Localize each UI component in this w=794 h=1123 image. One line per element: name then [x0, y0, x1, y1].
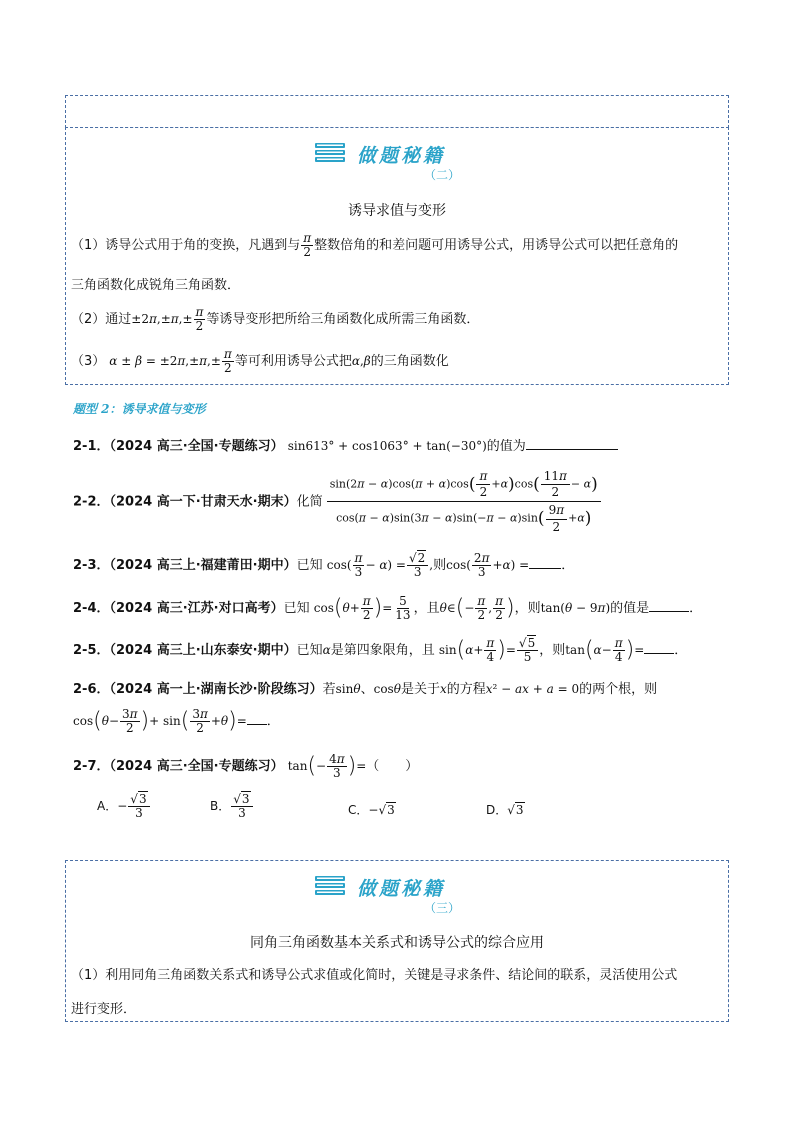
question-2-6-expression: cos(θ− $\frac{3\pi}{2}$ )+ sin( $\frac{3\pi}{2}$ +θ)= ．	[73, 707, 280, 736]
option-b[interactable]: B． $\frac{√3}{3}$	[210, 793, 254, 820]
book-stack-icon	[313, 873, 349, 901]
section3-paragraph-1b: 进行变形．	[71, 1002, 137, 1017]
section3-badge	[313, 873, 445, 901]
badge-subtitle: （二）	[424, 168, 461, 182]
section2-paragraph-1b: 三角函数化成锐角三角函数．	[71, 278, 241, 293]
section3-paragraph-1: （1）利用同角三角函数关系式和诱导公式求值或化简时，关键是寻求条件、结论间的联系，灵活使用公式	[71, 968, 678, 983]
book-stack-icon	[313, 140, 349, 168]
question-2-2: 2-2．（2024 高一下·甘肃天水·期末）化简 sin(2π − α)cos(π + α)cos( $\frac{\pi}{2}$ +α)cos( $\frac{11\pi}{2}$ − α) cos(π − α)sin(3π − α)sin(−π − α)sin( $\frac{9\pi}{2}$ +α)	[73, 468, 601, 536]
section2-paragraph-3: （3） α ± β = ±2π,±π,± $\frac{\pi}{2}$ 等可利用诱导公式把α,β的三角函数化	[71, 347, 449, 376]
section2-title: 诱导求值与变形	[348, 203, 446, 219]
section2-badge	[313, 140, 445, 168]
option-d[interactable]: D．√3	[486, 803, 524, 817]
option-a[interactable]: A．− $\frac{√3}{3}$	[97, 793, 151, 820]
simplify-expression: sin(2π − α)cos(π + α)cos( $\frac{\pi}{2}$ +α)cos( $\frac{11\pi}{2}$ − α) cos(π − α)sin(3π − α)sin(−π − α)sin( $\frac{9\pi}{2}$ +α)	[327, 468, 601, 536]
badge-title: 做题秘籍	[357, 877, 446, 900]
section2-paragraph-1: （1）诱导公式用于角的变换，凡遇到与 $\frac{\pi}{2}$ 整数倍角的和差问题可用诱导公式，用诱导公式可以把任意角的	[71, 231, 679, 260]
question-2-3: 2-3．（2024 高三上·福建莆田·期中）已知 cos( $\frac{\pi}{3}$ − α) = $\frac{√2}{3}$ ,则cos( $\frac{2\pi}{3}$ +α) = ．	[73, 551, 575, 580]
question-2-1: 2-1．（2024 高三·全国·专题练习） sin613° + cos1063° + tan(−30°)的值为	[73, 435, 618, 454]
option-c[interactable]: C．−√3	[348, 803, 395, 817]
topic-heading: 题型 2：诱导求值与变形	[73, 402, 206, 416]
question-2-5: 2-5．（2024 高三上·山东泰安·期中）已知α是第四象限角，且 sin(α+ $\frac{\pi}{4}$ )= $\frac{√5}{5}$ ，则tan(α− $\frac{\pi}{4}$ )= ．	[73, 636, 688, 665]
section2-paragraph-2: （2）通过±2π,±π,± $\frac{\pi}{2}$ 等诱导变形把所给三角函数化成所需三角函数．	[71, 305, 480, 334]
question-2-6: 2-6．（2024 高一上·湖南长沙·阶段练习）若sinθ、cosθ是关于x的方程x² − ax + a = 0的两个根，则	[73, 682, 658, 697]
question-2-7: 2-7．（2024 高三·全国·专题练习） tan(− $\frac{4\pi}{3}$ )=（ ）	[73, 752, 419, 781]
question-2-4: 2-4．（2024 高三·江苏·对口高考）已知 cos(θ+ $\frac{\pi}{2}$ )= $\frac{5}{13}$ ，且θ∈(− $\frac{\pi}{2}$ , $\frac{\pi}{2}$ )，则tan(θ − 9π)的值是 ．	[73, 594, 703, 623]
badge-subtitle: （三）	[424, 901, 461, 915]
badge-title: 做题秘籍	[357, 144, 446, 167]
section3-title: 同角三角函数基本关系式和诱导公式的综合应用	[250, 935, 544, 951]
top-frame	[65, 95, 729, 128]
